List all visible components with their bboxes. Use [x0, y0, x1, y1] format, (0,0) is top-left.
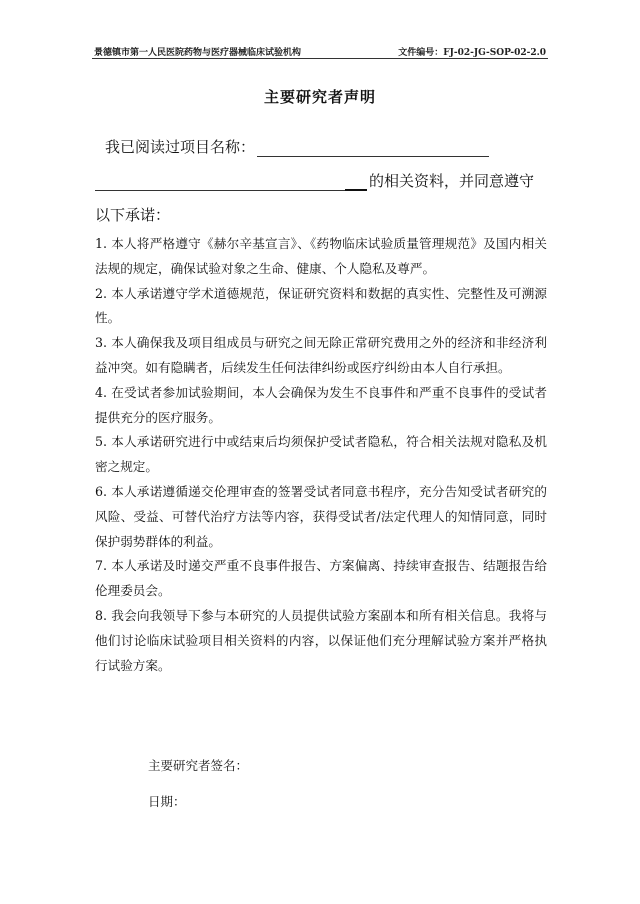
agreement-text: 的相关资料，并同意遵守	[369, 172, 535, 190]
project-name-blank-field[interactable]	[257, 142, 489, 157]
project-name-blank-field-continued[interactable]	[95, 176, 345, 191]
header-doc-number: 文件编号：FJ-02-JG-SOP-02-2.0	[398, 48, 546, 58]
commitment-item: 5. 本人承诺研究进行中或结束后均须保护受试者隐私，符合相关法规对隐私及机密之规定。	[95, 434, 547, 475]
header-organization: 景德镇市第一人民医院药物与医疗器械临床试验机构	[94, 48, 302, 58]
blank-underline-short	[345, 175, 367, 191]
commitment-item: 1. 本人将严格遵守《赫尔辛基宣言》、《药物临床试验质量管理规范》及国内相关法规的规定，确保试验对象之生命、健康、个人隐私及尊严。	[95, 236, 547, 276]
project-name-label: 我已阅读过项目名称：	[105, 138, 256, 156]
signature-label: 主要研究者签名：	[148, 758, 249, 773]
commitment-item: 3. 本人确保我及项目组成员与研究之间无除正常研究费用之外的经济和非经济利益冲突。如有隐瞒者，后续发生任何法律纠纷或医疗纠纷由本人自行承担。	[95, 335, 547, 375]
date-label: 日期：	[148, 794, 186, 809]
commitment-item: 6. 本人承诺遵循递交伦理审查的签署受试者同意书程序，充分告知受试者研究的风险、受益、可替代治疗方法等内容，获得受试者/法定代理人的知情同意，同时保护弱势群体的利益。	[95, 483, 547, 549]
page-header	[92, 44, 548, 59]
project-name-continuation-line	[95, 170, 534, 191]
commitments-list	[95, 232, 547, 678]
document-title: 主要研究者声明	[263, 88, 376, 106]
commitment-item: 4. 在受试者参加试验期间，本人会确保为发生不良事件和严重不良事件的受试者提供充分的医疗服务。	[95, 384, 547, 425]
commitments-lead: 以下承诺：	[95, 206, 171, 224]
project-name-line	[105, 136, 489, 157]
commitment-item: 7. 本人承诺及时递交严重不良事件报告、方案偏离、持续审查报告、结题报告给伦理委员会。	[95, 558, 547, 599]
commitment-item: 2. 本人承诺遵守学术道德规范，保证研究资料和数据的真实性、完整性及可溯源性。	[95, 285, 547, 326]
commitment-item: 8. 我会向我领导下参与本研究的人员提供试验方案副本和所有相关信息。我将与他们讨论临床试验项目相关资料的内容，以保证他们充分理解试验方案并严格执行试验方案。	[95, 607, 547, 673]
